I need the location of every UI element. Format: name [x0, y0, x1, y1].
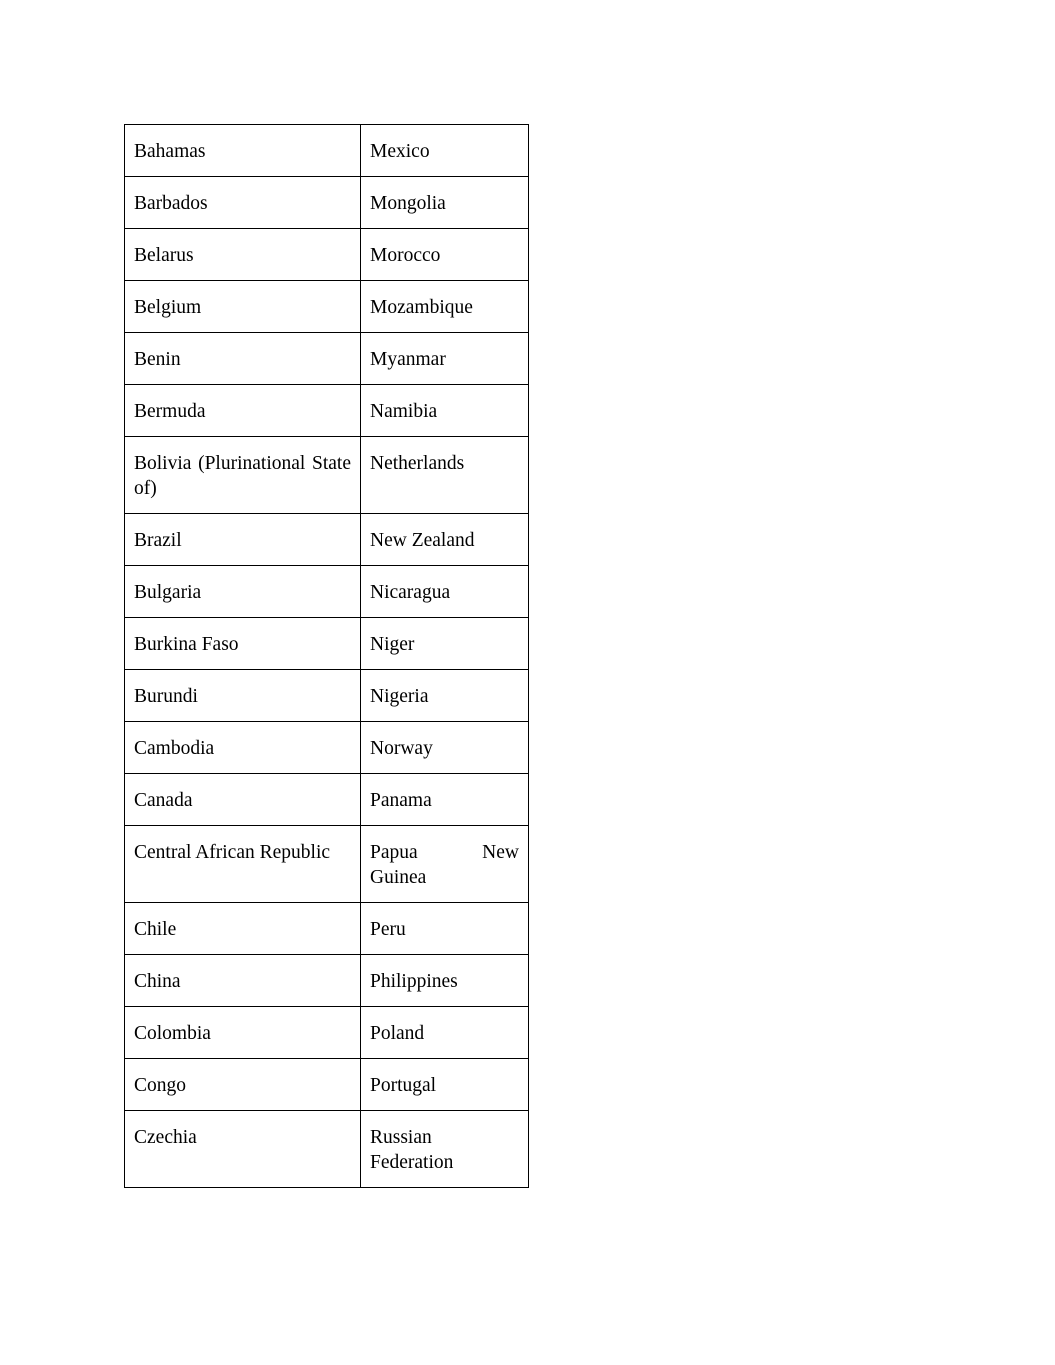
- table-row: [125, 566, 529, 618]
- country-cell-right: Papua New Guinea: [361, 826, 529, 903]
- country-cell-right: Namibia: [361, 385, 529, 437]
- country-cell-left: Cambodia: [125, 722, 361, 774]
- country-cell-left: Bulgaria: [125, 566, 361, 618]
- country-cell-right: Portugal: [361, 1059, 529, 1111]
- country-cell-right: Russian Federation: [361, 1111, 529, 1188]
- country-cell-left: Brazil: [125, 514, 361, 566]
- country-cell-left: Chile: [125, 903, 361, 955]
- country-cell-right: Philippines: [361, 955, 529, 1007]
- country-cell-right: New Zealand: [361, 514, 529, 566]
- table-row: [125, 955, 529, 1007]
- table-row: [125, 826, 529, 903]
- table-row: [125, 1111, 529, 1188]
- table-row: [125, 774, 529, 826]
- table-row: [125, 333, 529, 385]
- country-cell-right: Mongolia: [361, 177, 529, 229]
- country-cell-right: Morocco: [361, 229, 529, 281]
- table-row: [125, 618, 529, 670]
- table-row: [125, 177, 529, 229]
- country-cell-right: Mexico: [361, 125, 529, 177]
- country-cell-left: Bahamas: [125, 125, 361, 177]
- table-row: [125, 125, 529, 177]
- table-row: [125, 1007, 529, 1059]
- country-cell-right: Myanmar: [361, 333, 529, 385]
- table-row: [125, 903, 529, 955]
- country-cell-left: Congo: [125, 1059, 361, 1111]
- table-row: [125, 670, 529, 722]
- country-cell-left: Belarus: [125, 229, 361, 281]
- country-cell-left: Bermuda: [125, 385, 361, 437]
- country-cell-left: Burkina Faso: [125, 618, 361, 670]
- table-row: [125, 1059, 529, 1111]
- country-cell-right: Mozambique: [361, 281, 529, 333]
- country-cell-left: Burundi: [125, 670, 361, 722]
- country-cell-left: Bolivia (Plurinational State of): [125, 437, 361, 514]
- country-cell-left: Belgium: [125, 281, 361, 333]
- country-cell-left: Colombia: [125, 1007, 361, 1059]
- table-row: [125, 281, 529, 333]
- country-cell-right: Nigeria: [361, 670, 529, 722]
- country-cell-left: Czechia: [125, 1111, 361, 1188]
- country-cell-right: Panama: [361, 774, 529, 826]
- country-cell-left: Benin: [125, 333, 361, 385]
- country-cell-left: Canada: [125, 774, 361, 826]
- country-cell-right: Norway: [361, 722, 529, 774]
- country-cell-left: Central African Republic: [125, 826, 361, 903]
- country-cell-right: Niger: [361, 618, 529, 670]
- table-row: [125, 514, 529, 566]
- table-row: [125, 722, 529, 774]
- country-cell-right: Peru: [361, 903, 529, 955]
- country-cell-right: Nicaragua: [361, 566, 529, 618]
- country-cell-left: Barbados: [125, 177, 361, 229]
- country-cell-left: China: [125, 955, 361, 1007]
- country-cell-right: Netherlands: [361, 437, 529, 514]
- table-row: [125, 385, 529, 437]
- table-row: [125, 229, 529, 281]
- country-table: [124, 124, 529, 1188]
- country-cell-right: Poland: [361, 1007, 529, 1059]
- table-row: [125, 437, 529, 514]
